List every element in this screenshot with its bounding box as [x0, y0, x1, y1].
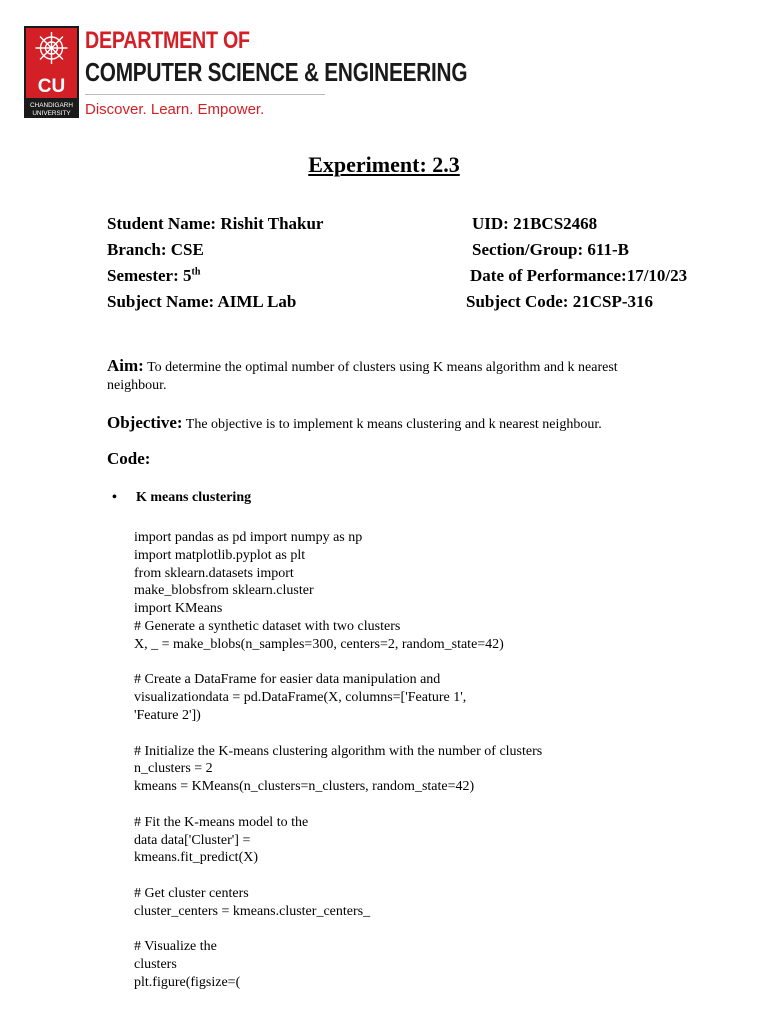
- semester-text: Semester: 5: [107, 266, 192, 285]
- code-line: X, _ = make_blobs(n_samples=300, centers=2, random_state=42): [134, 636, 504, 652]
- code-line: plt.figure(figsize=(: [134, 974, 241, 990]
- code-line: # Visualize the: [134, 939, 217, 955]
- code-line: # Fit the K-means model to the: [134, 814, 309, 830]
- student-name: Student Name: Rishit Thakur: [107, 214, 324, 233]
- code-line: data data['Cluster'] =: [134, 832, 251, 848]
- code-line: [134, 796, 734, 814]
- code-line: visualizationdata = pd.DataFrame(X, columns=['Feature 1',: [134, 690, 467, 706]
- code-line: n_clusters = 2: [134, 761, 213, 777]
- code-line: 'Feature 2']): [134, 707, 201, 723]
- code-line: [134, 867, 734, 885]
- department-title-line2: COMPUTER SCIENCE & ENGINEERING: [85, 57, 468, 87]
- chandigarh-university-logo: [24, 26, 79, 118]
- section-group: Section/Group: 611-B: [472, 240, 629, 259]
- aim-section: [107, 357, 677, 395]
- code-line: [134, 725, 734, 743]
- svg-text:CHANDIGARH: CHANDIGARH: [30, 102, 73, 109]
- code-line: # Get cluster centers: [134, 885, 249, 901]
- header-divider: [85, 94, 325, 95]
- code-line: # Initialize the K-means clustering algorithm with the number of clusters: [134, 743, 543, 759]
- bullet-dot-icon: •: [112, 490, 117, 505]
- code-line: cluster_centers = kmeans.cluster_centers_: [134, 903, 371, 919]
- department-header: [24, 26, 468, 122]
- objective-label: Objective:: [107, 413, 183, 432]
- code-line: [134, 921, 734, 939]
- code-line: # Create a DataFrame for easier data manipulation and: [134, 672, 441, 688]
- objective-section: [107, 413, 697, 433]
- code-line: import pandas as pd import numpy as np: [134, 530, 363, 545]
- department-title-line1: DEPARTMENT OF: [85, 27, 250, 54]
- svg-text:CU: CU: [37, 76, 66, 97]
- branch: Branch: CSE: [107, 240, 204, 259]
- code-line: kmeans.fit_predict(X): [134, 850, 259, 866]
- code-line: clusters: [134, 957, 177, 973]
- subject-code: Subject Code: 21CSP-316: [466, 292, 653, 311]
- semester: [107, 266, 200, 286]
- code-line: from sklearn.datasets import: [134, 565, 294, 581]
- code-line: kmeans = KMeans(n_clusters=n_clusters, random_state=42): [134, 779, 475, 795]
- code-line: import matplotlib.pyplot as plt: [134, 547, 306, 563]
- subject-name: Subject Name: AIML Lab: [107, 292, 297, 311]
- uid: UID: 21BCS2468: [472, 214, 598, 233]
- code-block: [134, 529, 734, 992]
- code-heading: Code:: [107, 449, 151, 468]
- tagline: Discover. Learn. Empower.: [85, 101, 265, 118]
- code-line: [134, 654, 734, 672]
- date-of-performance: Date of Performance:17/10/23: [470, 266, 688, 285]
- code-line: make_blobsfrom sklearn.cluster: [134, 583, 314, 599]
- bullet-item: [112, 490, 251, 506]
- bullet-text: K means clustering: [136, 490, 252, 505]
- semester-suffix: th: [191, 266, 201, 278]
- aim-label: Aim:: [107, 356, 144, 375]
- aim-text: To determine the optimal number of clusters using K means algorithm and k nearest neighbour.: [107, 360, 618, 393]
- experiment-title: Experiment: 2.3: [308, 152, 460, 177]
- objective-text: The objective is to implement k means clustering and k nearest neighbour.: [185, 417, 602, 432]
- code-line: import KMeans: [134, 601, 223, 617]
- code-line: # Generate a synthetic dataset with two clusters: [134, 618, 401, 634]
- svg-text:UNIVERSITY: UNIVERSITY: [32, 110, 71, 117]
